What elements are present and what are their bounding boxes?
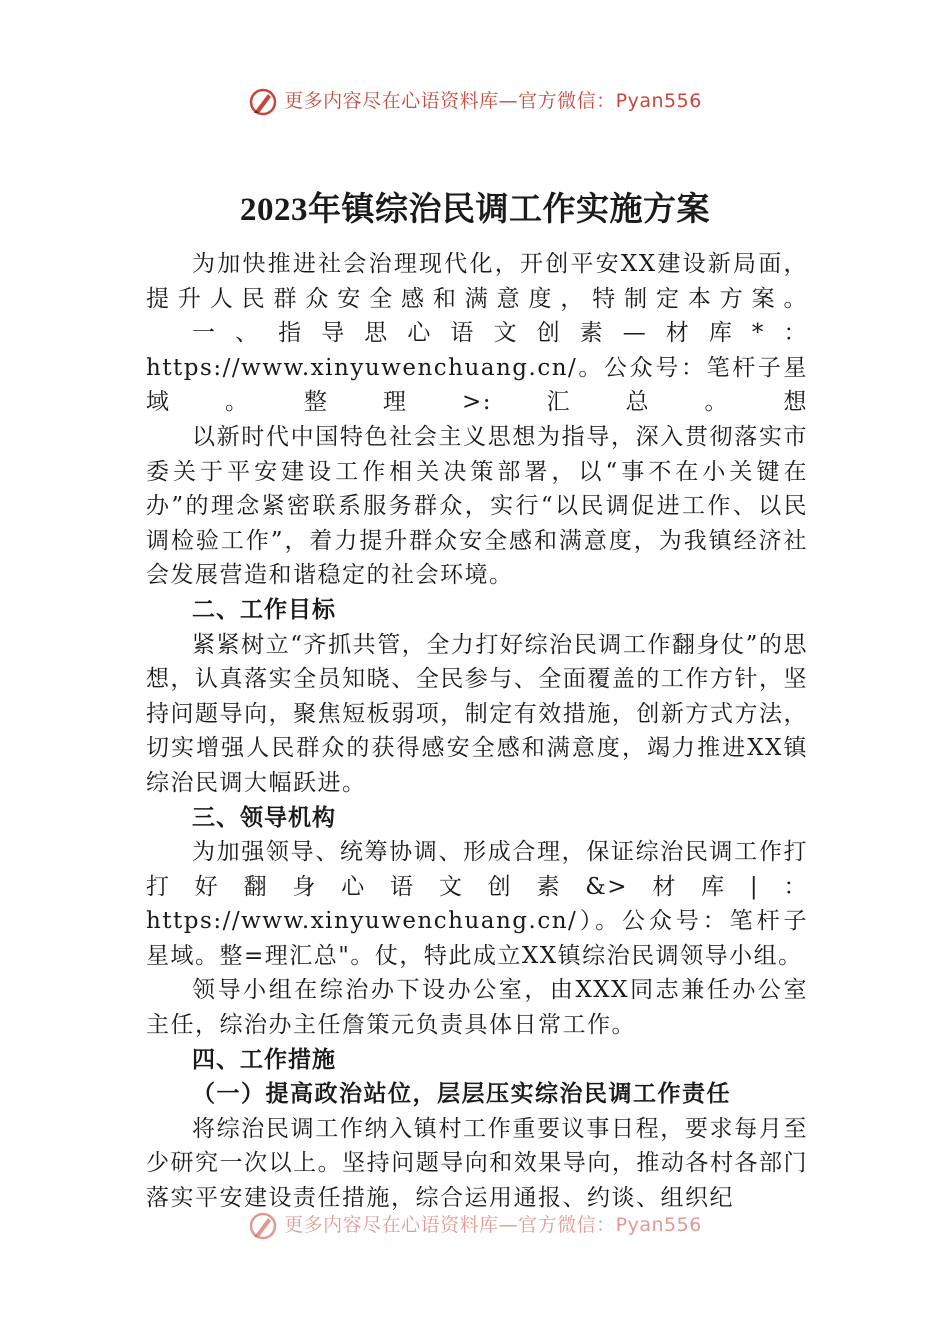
watermark-text: 更多内容尽在心语资料库—官方微信：Pyan556 [284, 90, 702, 112]
paragraph-section-1-heading: 一、指导思心语文创素—材库*：https://www.xinyuwenchuang.cn/。公众号：笔杆子星域。整理>:汇总。想 [146, 320, 808, 416]
paragraph-measure-1: 将综治民调工作纳入镇村工作重要议事日程，要求每月至少研究一次以上。坚持问题导向和效果导向，推动各村各部门落实平安建设责任措施，综合运用通报、约谈、组织纪 [146, 1115, 808, 1212]
paragraph-work-goals: 紧紧树立“齐抓共管，全力打好综治民调工作翻身仗”的思想，认真落实全员知晓、全民参与、全面覆盖的工作方针，坚持问题导向，聚焦短板弱项，制定有效措施，创新方式方法，切实增强人民群众的获得感安全感和满意度，竭力推进XX镇综治民调大幅跃进。 [146, 631, 808, 796]
subheading-political-stance: （一）提高政治站位，层层压实综治民调工作责任 [192, 1080, 731, 1108]
document-body [146, 247, 808, 1216]
paragraph-leadership-group: 为加强领导、统筹协调、形成合理，保证综治民调工作打打好翻身心语文创素&>材库|：https://www.xinyuwenchuang.cn/）。公众号：笔杆子星域。整=理汇总"。仗，特此成立XX镇综治民调领导小组。 [146, 839, 808, 969]
paragraph-guiding-thought: 以新时代中国特色社会主义思想为指导，深入贯彻落实市委关于平安建设工作相关决策部署，以“事不在小关键在办”的理念紧密联系服务群众，实行“以民调促进工作、以民调检验工作”，着力提升群众安全感和满意度，为我镇经济社会发展营造和谐稳定的社会环境。 [146, 423, 808, 589]
paragraph-leadership-office: 领导小组在综治办下设办公室，由XXX同志兼任办公室主任，综治办主任詹策元负责具体日常工作。 [146, 977, 808, 1039]
heading-work-measures: 四、工作措施 [192, 1046, 336, 1073]
pen-logo-icon [248, 87, 278, 117]
document-title: 2023年镇综治民调工作实施方案 [240, 192, 710, 228]
heading-work-goals: 二、工作目标 [192, 596, 336, 623]
pen-logo-icon [248, 1211, 278, 1241]
paragraph-intro: 为加快推进社会治理现代化，开创平安XX建设新局面，提升人民群众安全感和满意度，特制定本方案。 [146, 251, 808, 312]
watermark-header [0, 86, 950, 117]
watermark-text: 更多内容尽在心语资料库—官方微信：Pyan556 [284, 1214, 702, 1236]
heading-leadership: 三、领导机构 [192, 804, 336, 831]
watermark-footer [0, 1210, 950, 1241]
